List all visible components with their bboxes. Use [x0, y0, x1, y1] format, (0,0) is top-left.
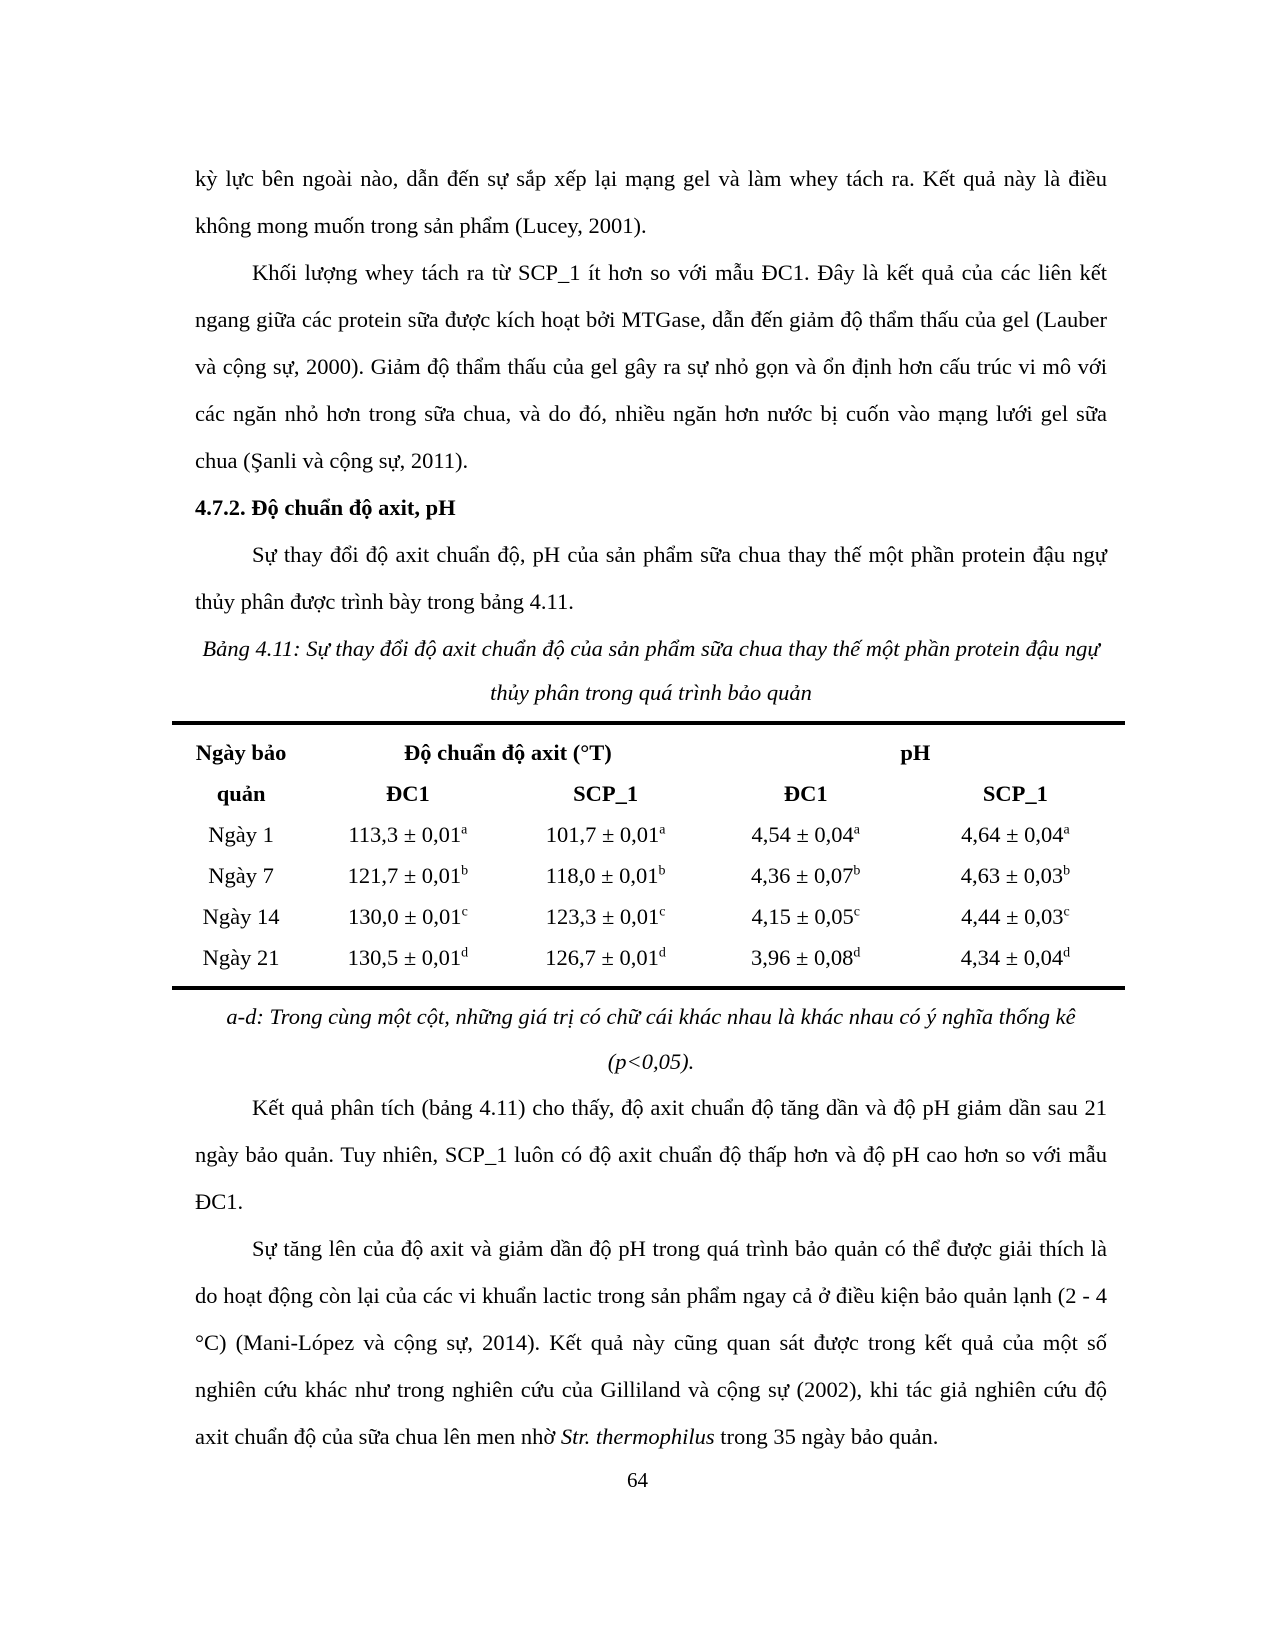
cell-superscript: b: [658, 863, 666, 879]
cell-superscript: b: [461, 863, 469, 879]
cell-value: 130,0 ± 0,01: [347, 904, 462, 929]
table-row-day1: [172, 814, 1125, 855]
cell-value: 118,0 ± 0,01: [545, 863, 659, 888]
cell-value: 113,3 ± 0,01: [348, 822, 462, 847]
table-cell: [906, 814, 1125, 855]
table-header-row-2: [172, 773, 1125, 814]
table-4-11: [172, 721, 1125, 990]
cell-value: 4,54 ± 0,04: [751, 822, 854, 847]
table-row-day14: [172, 896, 1125, 937]
discussion-text-1: Sự tăng lên của độ axit và giảm dần độ pH trong quá trình bảo quản có thể được giải thích là do hoạt động còn lại của các vi khuẩn lactic trong sản phẩm ngay cả ở điều kiện bảo quản lạnh (2 - 4 °C) (Mani-López và cộng sự, 2014). Kết quả này cũng quan sát được trong kết quả của một số nghiên cứu khác như trong nghiên cứu của Gilliland và cộng sự (2002), khi tác giả nghiên cứu độ axit chuẩn độ của sữa chua lên men nhờ: [195, 1236, 1107, 1449]
table-cell: [310, 855, 505, 896]
cell-superscript: d: [658, 945, 666, 961]
paragraph-results: Kết quả phân tích (bảng 4.11) cho thấy, độ axit chuẩn độ tăng dần và độ pH giảm dần sau 21 ngày bảo quản. Tuy nhiên, SCP_1 luôn có độ axit chuẩn độ thấp hơn và độ pH cao hơn so với mẫu ĐC1.: [195, 1095, 1107, 1214]
section-heading-4-7-2: 4.7.2. Độ chuẩn độ axit, pH: [195, 495, 456, 520]
cell-value: 4,64 ± 0,04: [961, 822, 1064, 847]
table-cell: [706, 896, 906, 937]
row-label: Ngày 14: [202, 904, 280, 929]
cell-value: 4,15 ± 0,05: [751, 904, 854, 929]
cell-superscript: a: [659, 822, 666, 838]
table-header-acidity-group: Độ chuẩn độ axit (°T): [404, 740, 612, 765]
table-cell: [906, 896, 1125, 937]
cell-value: 126,7 ± 0,01: [545, 945, 659, 970]
table-cell: [706, 855, 906, 896]
cell-value: 101,7 ± 0,01: [545, 822, 660, 847]
cell-superscript: d: [1063, 945, 1071, 961]
table-caption: Bảng 4.11: Sự thay đổi độ axit chuẩn độ của sản phẩm sữa chua thay thế một phần protein đậu ngự thủy phân trong quá trình bảo quản: [202, 636, 1100, 705]
cell-value: 3,96 ± 0,08: [751, 945, 854, 970]
cell-superscript: a: [1063, 822, 1070, 838]
row-label: Ngày 7: [208, 863, 274, 888]
species-name: Str. thermophilus: [560, 1424, 715, 1449]
table-header-row-1: [172, 723, 1125, 773]
cell-value: 4,63 ± 0,03: [960, 863, 1064, 888]
table-cell: [906, 937, 1125, 988]
table-subheader-dc1-ph: ĐC1: [783, 781, 828, 806]
cell-superscript: a: [853, 822, 860, 838]
row-label: Ngày 21: [202, 945, 280, 970]
table-cell: [310, 896, 505, 937]
table-cell: [706, 814, 906, 855]
cell-value: 4,34 ± 0,04: [960, 945, 1064, 970]
table-cell: [506, 896, 706, 937]
cell-superscript: c: [659, 904, 666, 920]
paragraph-table-intro: Sự thay đổi độ axit chuẩn độ, pH của sản phẩm sữa chua thay thế một phần protein đậu ngự thủy phân được trình bày trong bảng 4.11.: [195, 542, 1107, 614]
table-cell: [506, 855, 706, 896]
cell-value: 121,7 ± 0,01: [347, 863, 462, 888]
cell-superscript: d: [853, 945, 861, 961]
paragraph-whey-separation: kỳ lực bên ngoài nào, dẫn đến sự sắp xếp lại mạng gel và làm whey tách ra. Kết quả này là điều không mong muốn trong sản phẩm (Lucey, 2001).: [195, 166, 1107, 238]
table-cell: [506, 937, 706, 988]
table-footnote: a-d: Trong cùng một cột, những giá trị có chữ cái khác nhau là khác nhau có ý nghĩa thống kê (p<0,05).: [226, 1004, 1076, 1074]
cell-superscript: b: [1063, 863, 1071, 879]
page-number: 64: [627, 1468, 648, 1492]
cell-superscript: b: [853, 863, 861, 879]
table-header-ph-group: pH: [900, 740, 931, 765]
table-subheader-scp1-acidity: SCP_1: [573, 781, 639, 806]
row-label: Ngày 1: [208, 822, 274, 847]
table-header-storage-day: Ngày bảo quản: [195, 740, 287, 806]
table-cell: [506, 814, 706, 855]
cell-superscript: d: [461, 945, 469, 961]
cell-superscript: c: [853, 904, 860, 920]
cell-value: 4,36 ± 0,07: [751, 863, 854, 888]
cell-value: 123,3 ± 0,01: [545, 904, 660, 929]
cell-superscript: a: [461, 822, 468, 838]
table-cell: [310, 937, 505, 988]
cell-superscript: c: [1063, 904, 1070, 920]
discussion-text-2: trong 35 ngày bảo quản.: [714, 1424, 939, 1449]
table-row-day7: [172, 855, 1125, 896]
paragraph-whey-scp1: Khối lượng whey tách ra từ SCP_1 ít hơn so với mẫu ĐC1. Đây là kết quả của các liên kết ngang giữa các protein sữa được kích hoạt bởi MTGase, dẫn đến giảm độ thẩm thấu của gel (Lauber và cộng sự, 2000). Giảm độ thẩm thấu của gel gây ra sự nhỏ gọn và ổn định hơn cấu trúc vi mô với các ngăn nhỏ hơn trong sữa chua, và do đó, nhiều ngăn hơn nước bị cuốn vào mạng lưới gel sữa chua (Şanli và cộng sự, 2011).: [195, 260, 1107, 473]
table-subheader-scp1-ph: SCP_1: [982, 781, 1048, 806]
cell-value: 130,5 ± 0,01: [347, 945, 462, 970]
table-cell: [906, 855, 1125, 896]
table-cell: [310, 814, 505, 855]
table-subheader-dc1-acidity: ĐC1: [385, 781, 430, 806]
cell-superscript: c: [461, 904, 468, 920]
page-content: [195, 155, 1107, 1460]
table-cell: [706, 937, 906, 988]
paragraph-discussion: [195, 1225, 1107, 1460]
table-row-day21: [172, 937, 1125, 988]
cell-value: 4,44 ± 0,03: [961, 904, 1064, 929]
